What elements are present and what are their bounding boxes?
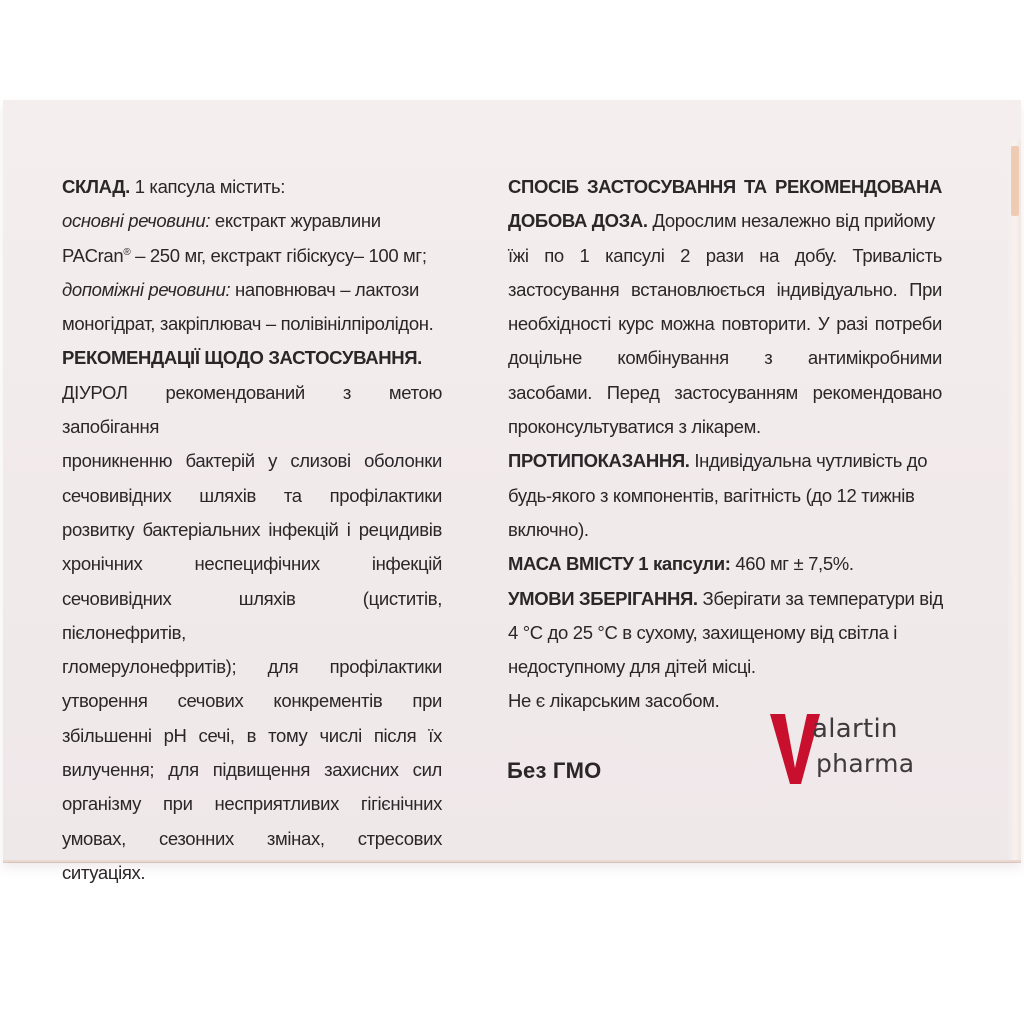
gmo-free-label: Без ГМО	[507, 758, 602, 783]
contraindications-line-2: будь-якого з компонентів, вагітність (до 12 тижнів	[508, 484, 915, 506]
storage-heading: УМОВИ ЗБЕРІГАННЯ.	[508, 587, 698, 609]
logo-word-alartin: alartin	[812, 714, 898, 744]
package-panel	[3, 100, 1021, 883]
usage-line: застосування встановлюється індивідуально. При	[508, 278, 942, 300]
recommendation-line: умовах, сезонних змінах, стресових ситуаціях.	[62, 827, 442, 883]
pacran-line	[62, 239, 442, 273]
usage-line: доцільне комбінування з антимікробними	[508, 347, 942, 369]
storage-line-3: недоступному для дітей місці.	[508, 656, 756, 678]
recommendation-line: гломерулонефритів); для профілактики	[62, 656, 442, 678]
registered-mark: ®	[123, 246, 131, 258]
recommendation-line: хронічних неспецифічних інфекцій	[62, 553, 442, 575]
composition-intro: 1 капсула містить:	[129, 176, 286, 197]
usage-heading: СПОСІБ ЗАСТОСУВАННЯ ТА РЕКОМЕНДОВАНА	[508, 176, 942, 197]
auxiliary-label: допоміжні речовини:	[62, 278, 231, 300]
recommendation-line: утворення сечових конкрементів при	[62, 690, 442, 712]
recommendation-line: сечовивідних шляхів та профілактики	[62, 484, 442, 506]
recommendation-line: збільшенні рН сечі, в тому числі після їх	[62, 724, 442, 746]
usage-intro: Дорослим незалежно від прийому	[647, 210, 935, 232]
recommendation-line: розвитку бактеріальних інфекцій і рецидивів	[62, 518, 442, 540]
recommendation-line: проникненню бактерій у слизові оболонки	[62, 450, 442, 472]
valartin-pharma-logo	[768, 708, 948, 788]
recommendation-line: ДІУРОЛ рекомендований з метою запобігання	[62, 381, 442, 438]
not-medicine-note: Не є лікарським засобом.	[508, 690, 720, 712]
auxiliary-line	[62, 273, 442, 307]
composition-line	[62, 170, 442, 204]
recommendations-heading: РЕКОМЕНДАЦІЇ ЩОДО ЗАСТОСУВАННЯ.	[62, 347, 422, 369]
package-flap-tab	[1011, 146, 1019, 216]
recommendation-line: сечовивідних шляхів (циститів, пієлонефритів,	[62, 587, 442, 643]
contraindications-heading: ПРОТИПОКАЗАННЯ.	[508, 450, 690, 472]
composition-heading: СКЛАД.	[62, 176, 130, 197]
main-substances-text: екстракт журавлини	[210, 210, 381, 232]
contraindications-line	[508, 444, 942, 478]
storage-line	[508, 582, 942, 616]
recommendation-line: вилучення; для підвищення захисних сил	[62, 759, 442, 781]
mass-line	[508, 547, 942, 581]
storage-line-2: 4 °С до 25 °С в сухому, захищеному від світла і	[508, 621, 898, 643]
right-column	[508, 170, 942, 719]
daily-dose-heading: ДОБОВА ДОЗА.	[508, 210, 648, 232]
main-substances-line	[62, 204, 442, 238]
mass-value: 460 мг ± 7,5%.	[730, 553, 854, 575]
usage-heading-line-2	[508, 204, 942, 238]
recommendation-line: організму при несприятливих гігієнічних	[62, 793, 442, 815]
logo-word-pharma: pharma	[816, 749, 915, 778]
pacran-dosage: – 250 мг, екстракт гібіскусу– 100 мг;	[130, 244, 427, 266]
usage-line: їжі по 1 капсулі 2 рази на добу. Тривалість	[508, 244, 942, 266]
storage-intro: Зберігати за температури від	[697, 587, 943, 609]
usage-line: засобами. Перед застосуванням рекомендовано	[508, 381, 942, 403]
mass-heading: МАСА ВМІСТУ 1 капсули:	[508, 553, 731, 575]
left-column	[62, 170, 442, 890]
auxiliary-text: наповнювач – лактози	[230, 278, 420, 300]
pacran-name: PACran	[62, 244, 124, 266]
main-substances-label: основні речовини:	[62, 210, 211, 232]
usage-last-line: проконсультуватися з лікарем.	[508, 416, 761, 438]
package-side-edge	[1007, 140, 1021, 860]
contraindications-intro: Індивідуальна чутливість до	[689, 450, 928, 472]
contraindications-line-3: включно).	[508, 518, 589, 540]
auxiliary-line-2: моногідрат, закріплювач – полівінілпіролідон.	[62, 313, 434, 335]
usage-line: необхідності курс можна повторити. У разі потреби	[508, 313, 942, 335]
